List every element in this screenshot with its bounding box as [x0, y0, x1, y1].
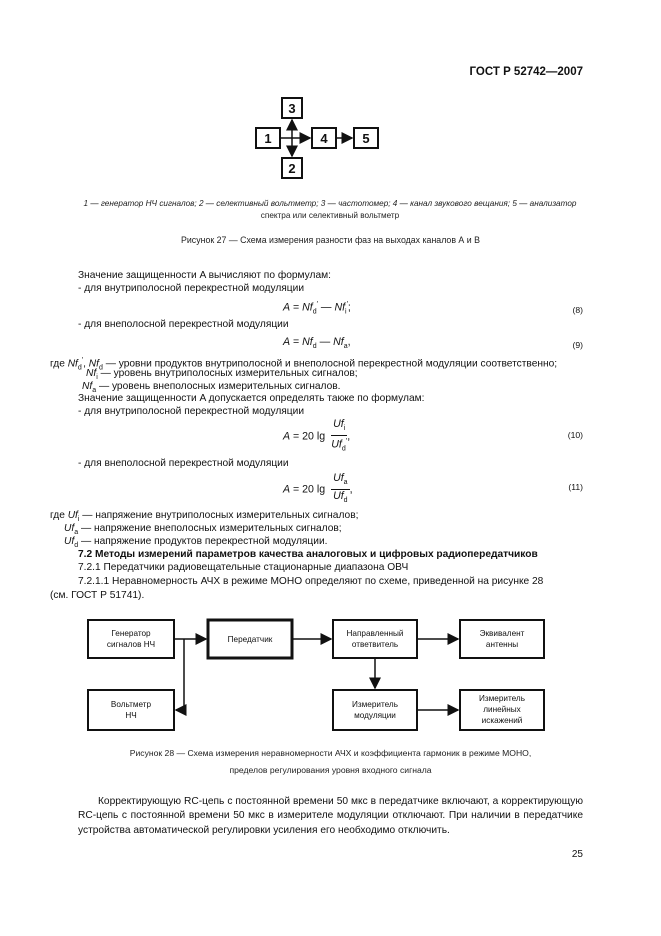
coupler-label-1: Направленный — [346, 629, 404, 638]
legend-line-1: 1 — генератор НЧ сигналов; 2 — селективный вольтметр; 3 — частотомер; 4 — канал звукового вещания; 5 — анализатор — [83, 199, 577, 208]
where-line-1-text: — уровни продуктов внутриполосной и внеполосной перекрестной модуляции соответственно; — [105, 358, 558, 370]
section-7-2-1-1-line-2: (см. ГОСТ Р 51741). — [50, 590, 145, 601]
block-antenna-equivalent — [460, 620, 544, 658]
outband-text-2: - для внеполосной перекрестной модуляции — [78, 458, 289, 469]
where2-line-3: $Uf_d$ — напряжение продуктов перекрестной модуляции. — [64, 536, 328, 550]
where-line-3: $Nf_a$ — уровень внеполосных измерительных сигналов. — [82, 381, 341, 395]
page-number: 25 — [571, 849, 583, 860]
figure-28-diagram — [68, 610, 568, 740]
block-2-label: 2 — [288, 161, 296, 176]
where-line-2: $Nf_i$ — уровень внутриполосных измерительных сигналов; — [86, 368, 358, 382]
block-modulation-meter — [333, 690, 417, 730]
tx-label: Передатчик — [227, 635, 273, 644]
legend-line-2: спектра или селективный вольтметр — [260, 211, 400, 220]
document-code: ГОСТ Р 52742—2007 — [469, 66, 583, 78]
load-label-1: Эквивалент — [479, 629, 525, 638]
figure-27-caption: Рисунок 27 — Схема измерения разности фаз на выходах каналов А и В — [181, 235, 480, 245]
modmeter-label-1: Измеритель — [352, 700, 398, 709]
intro-text-1: Значение защищенности A вычисляют по формулам: — [78, 270, 331, 281]
modmeter-label-2: модуляции — [354, 711, 396, 720]
block-directional-coupler — [333, 620, 417, 658]
inband-text-2: - для внутриполосной перекрестной модуляции — [78, 406, 305, 417]
section-7-2-1-heading: 7.2.1 Передатчики радиовещательные стационарные диапазона ОВЧ — [78, 562, 409, 573]
figure-27-diagram — [200, 92, 400, 184]
figure-28-caption-line-1: Рисунок 28 — Схема измерения неравномерности АЧХ и коэффициента гармоник в режиме МОНО, — [129, 748, 532, 758]
nonlin-label-1: Измеритель — [479, 694, 525, 703]
where2-line-1: где $Uf_i$ — напряжение внутриполосных измерительных сигналов; — [50, 510, 359, 524]
section-7-2-heading: 7.2 Методы измерений параметров качества аналоговых и цифровых радиопередатчиков — [78, 549, 538, 560]
where2-line-2-text: — напряжение внеполосных измерительных сигналов; — [80, 523, 342, 534]
coupler-label-2: ответвитель — [351, 640, 399, 649]
formula-9: $A = Nf_d$ — $Nf_a$, — [283, 336, 351, 351]
block-3-label: 3 — [288, 101, 296, 116]
inband-text-1: - для внутриполосной перекрестной модуляции — [78, 283, 305, 294]
block-4-label: 4 — [320, 131, 328, 146]
equation-number-9: (9) — [572, 340, 583, 350]
section-7-2-1-1-line-1: 7.2.1.1 Неравномерность АЧХ в режиме МОНО определяют по схеме, приведенной на рисунке 28 — [78, 576, 544, 587]
closing-paragraph: Корректирующую RC-цепь с постоянной времени 50 мкс в передатчике включают, а корректирующую RC-цепь с постоянной времени 50 мкс в измерителе модуляции отключают. При наличии в передатчике устройства автоматической регулировки усиления его необходимо отключить. — [78, 796, 583, 836]
voltmeter-label-2: НЧ — [125, 711, 137, 720]
where2-line-3-text: — напряжение продуктов перекрестной модуляции. — [80, 536, 328, 547]
figure-28-caption — [0, 745, 661, 779]
line-gen-to-voltmeter — [176, 639, 184, 710]
formula-11: A = 20 lg $\frac{Uf_a}{Uf_d}$ , — [283, 472, 353, 505]
gen-label-1: Генератор — [111, 629, 151, 638]
where2-line-1-text: — напряжение внутриполосных измерительных сигналов; — [82, 510, 359, 521]
formula-10: A = 20 lg $\frac{Uf_i}{Uf_d'}$ , — [283, 418, 351, 453]
figure-28-caption-line-2: пределов регулирования уровня входного сигнала — [229, 765, 432, 775]
voltmeter-label-1: Вольтметр — [110, 700, 152, 709]
block-5-label: 5 — [362, 131, 370, 146]
equation-number-11: (11) — [568, 482, 583, 492]
outband-text-1: - для внеполосной перекрестной модуляции — [78, 319, 289, 330]
where2-line-2: $Uf_a$ — напряжение внеполосных измерительных сигналов; — [64, 523, 342, 537]
block-1-label: 1 — [264, 131, 272, 146]
block-generator — [88, 620, 174, 658]
nonlin-label-3: искажений — [481, 716, 523, 725]
where-line-1: где $Nf_d'$, $Nf_d$ — уровни продуктов внутриполосной и внеполосной перекрестной модуляции соответственно; — [50, 357, 558, 372]
intro-text-2: Значение защищенности A допускается определять также по формулам: — [78, 393, 425, 404]
nonlin-label-2: линейных — [483, 705, 521, 714]
formula-8: $A = Nf_d'$ — $Nf_i'$; — [283, 301, 351, 316]
where-line-2-text: — уровень внутриполосных измерительных сигналов; — [100, 368, 358, 379]
gen-label-2: сигналов НЧ — [106, 640, 156, 649]
where-line-3-text: — уровень внеполосных измерительных сигналов. — [98, 381, 341, 392]
figure-27-legend — [50, 198, 610, 222]
equation-number-10: (10) — [567, 430, 583, 440]
block-voltmeter — [88, 690, 174, 730]
equation-number-8: (8) — [572, 305, 583, 315]
load-label-2: антенны — [485, 640, 519, 649]
